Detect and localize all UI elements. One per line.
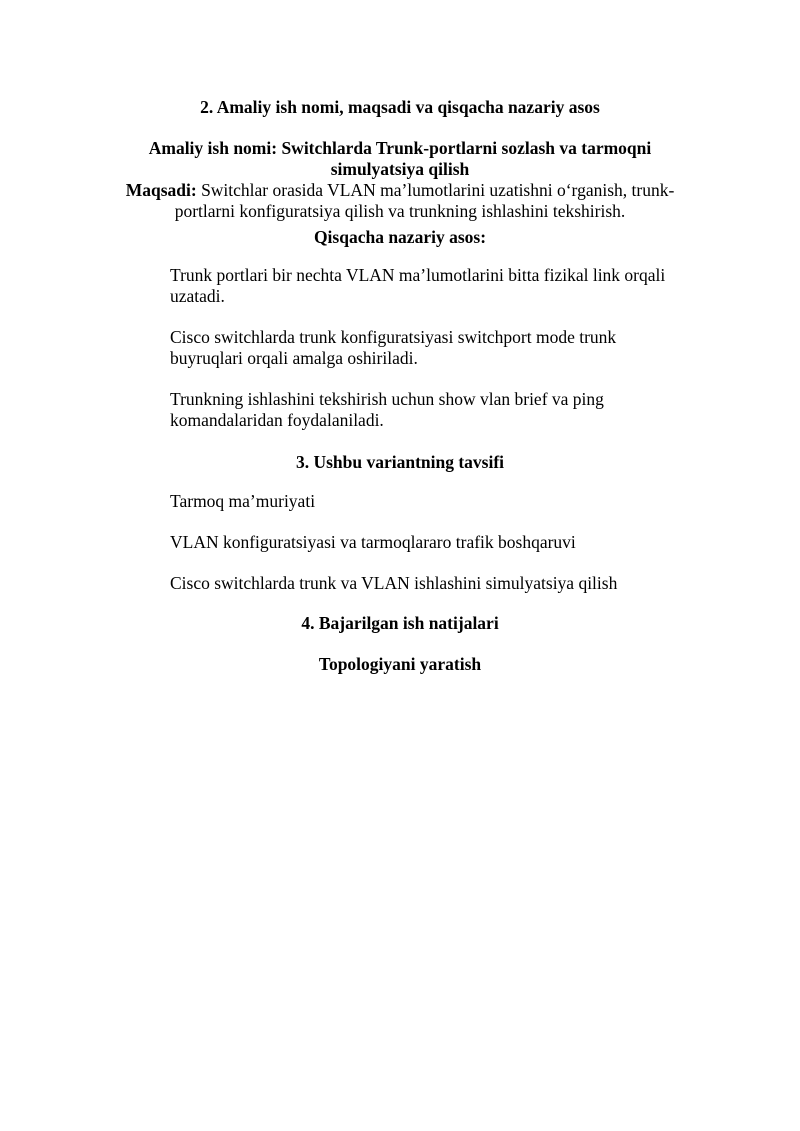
work-title: Amaliy ish nomi: Switchlarda Trunk-portlarni sozlash va tarmoqni simulyatsiya qilish: [148, 138, 652, 179]
variant-item-1: Tarmoq ma’muriyati: [170, 491, 316, 511]
variant-item-2: VLAN konfiguratsiyasi va tarmoqlararo trafik boshqaruvi: [170, 532, 576, 552]
theory-paragraph-1: Trunk portlari bir nechta VLAN ma’lumotlarini bitta fizikal link orqali uzatadi.: [170, 265, 666, 306]
theory-heading: Qisqacha nazariy asos:: [313, 227, 487, 247]
theory-paragraph-3: Trunkning ishlashini tekshirish uchun show vlan brief va ping komandalaridan foydalaniladi.: [170, 389, 604, 430]
goal-text: Switchlar orasida VLAN ma’lumotlarini uzatishni o‘rganish, trunk-portlarni konfiguratsiya qilish va trunkning ishlashini tekshirish.: [174, 180, 675, 221]
topology-heading: Topologiyani yaratish: [318, 654, 482, 674]
section-3-heading: 3. Ushbu variantning tavsifi: [295, 452, 505, 472]
goal-label: Maqsadi:: [125, 180, 197, 200]
goal-paragraph: [100, 180, 700, 222]
section-4-heading: 4. Bajarilgan ish natijalari: [301, 613, 499, 633]
variant-item-3: Cisco switchlarda trunk va VLAN ishlashini simulyatsiya qilish: [170, 573, 618, 593]
theory-paragraph-2: Cisco switchlarda trunk konfiguratsiyasi switchport mode trunk buyruqlari orqali amalga oshiriladi.: [170, 327, 617, 368]
section-2-heading: 2. Amaliy ish nomi, maqsadi va qisqacha nazariy asos: [200, 97, 600, 117]
